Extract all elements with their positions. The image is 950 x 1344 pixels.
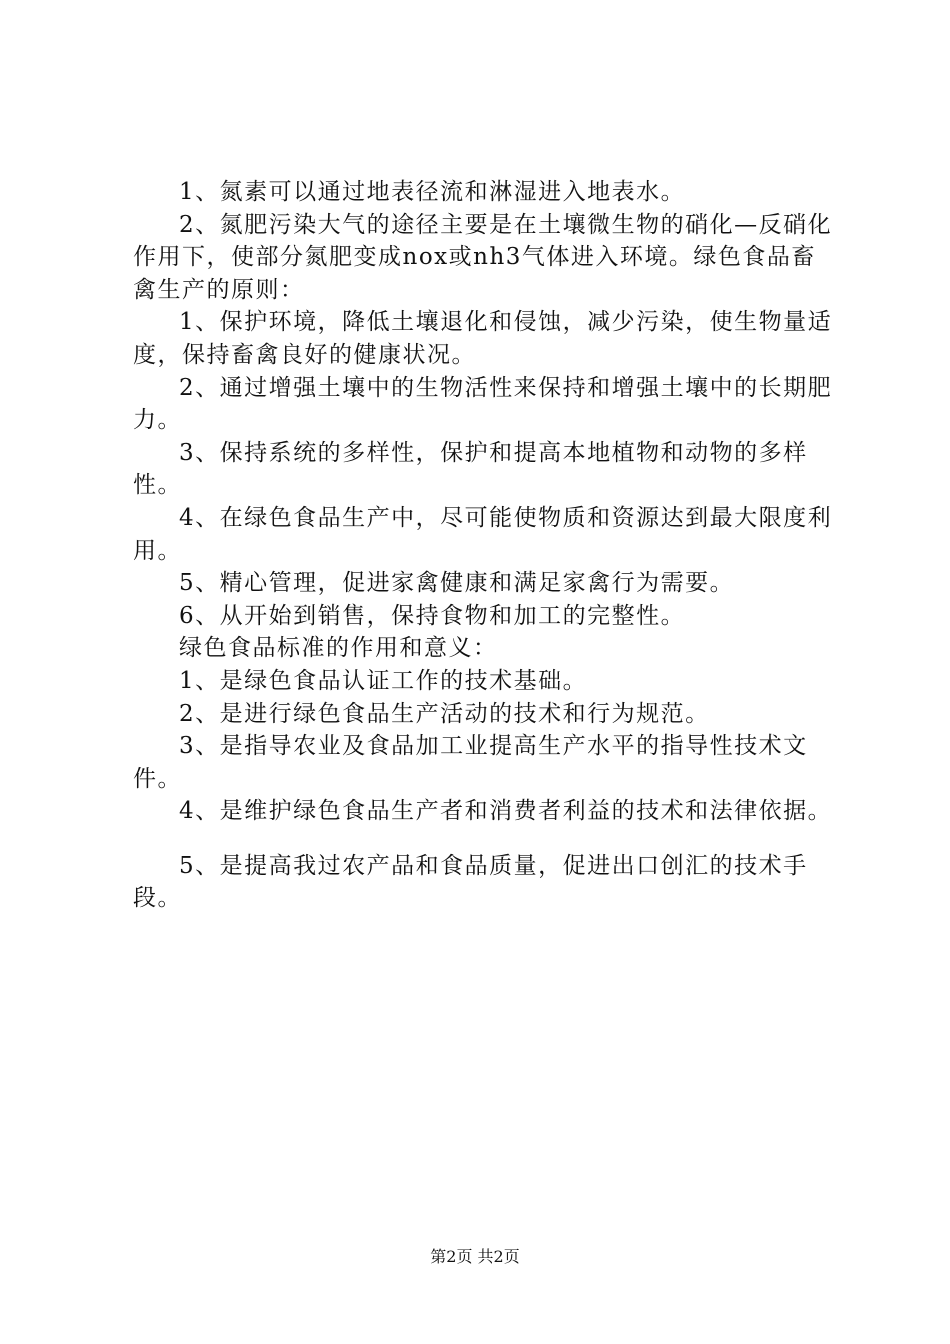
paragraph: 3、是指导农业及食品加工业提高生产水平的指导性技术文件。 bbox=[133, 733, 808, 792]
paragraph-spacer bbox=[133, 828, 833, 850]
paragraph: 1、氮素可以通过地表径流和淋湿进入地表水。 bbox=[179, 179, 686, 205]
paragraph: 4、是维护绿色食品生产者和消费者利益的技术和法律依据。 bbox=[179, 798, 833, 825]
paragraph: 2、是进行绿色食品生产活动的技术和行为规范。 bbox=[179, 700, 710, 727]
paragraph: 3、保持系统的多样性，保护和提高本地植物和动物的多样性。 bbox=[133, 439, 808, 499]
paragraph: 2、通过增强土壤中的生物活性来保持和增强土壤中的长期肥力。 bbox=[133, 374, 833, 434]
section-heading: 绿色食品标准的作用和意义： bbox=[179, 635, 498, 662]
paragraph: 5、精心管理，促进家禽健康和满足家禽行为需要。 bbox=[179, 570, 735, 597]
paragraph: 1、保护环境，降低土壤退化和侵蚀，减少污染，使生物量适度，保持畜禽良好的健康状况。 bbox=[133, 309, 833, 368]
page-number-footer: 第2页 共2页 bbox=[430, 1247, 520, 1266]
document-body bbox=[133, 176, 833, 915]
paragraph: 4、在绿色食品生产中，尽可能使物质和资源达到最大限度利用。 bbox=[133, 504, 833, 564]
paragraph: 5、是提高我过农产品和食品质量，促进出口创汇的技术手段。 bbox=[133, 852, 808, 912]
paragraph: 1、是绿色食品认证工作的技术基础。 bbox=[179, 667, 588, 694]
paragraph: 2、氮肥污染大气的途径主要是在土壤微生物的硝化—反硝化作用下，使部分氮肥变成nox或nh3气体进入环境。绿色食品畜禽生产的原则： bbox=[133, 211, 833, 303]
paragraph: 6、从开始到销售，保持食物和加工的完整性。 bbox=[179, 602, 686, 629]
